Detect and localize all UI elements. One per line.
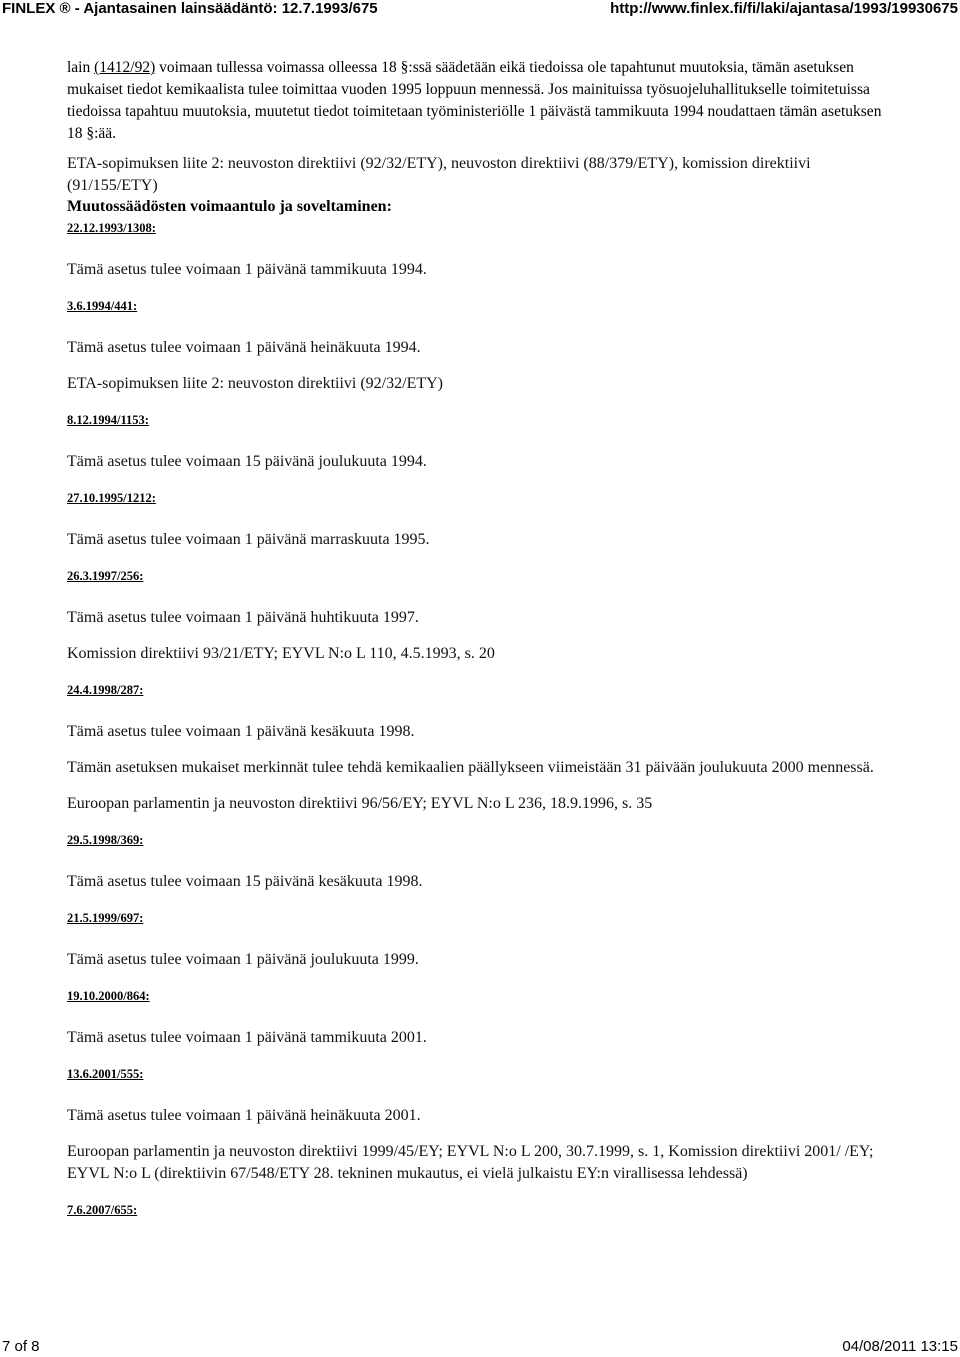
amendment-text: ETA-sopimuksen liite 2: neuvoston direktiivi (92/32/ETY) (67, 375, 443, 392)
law-link[interactable]: (1412/92) (94, 59, 156, 76)
amendment-text: Tämä asetus tulee voimaan 15 päivänä joulukuuta 1994. (67, 453, 427, 470)
amendment-date[interactable]: 24.4.1998/287: (67, 683, 144, 697)
amendment-date[interactable]: 8.12.1994/1153: (67, 413, 149, 427)
amendment-date[interactable]: 27.10.1995/1212: (67, 491, 156, 505)
amendment-text: Euroopan parlamentin ja neuvoston direktiivi 96/56/EY; EYVL N:o L 236, 18.9.1996, s. 35 (67, 795, 653, 812)
amendment-date[interactable]: 7.6.2007/655: (67, 1203, 138, 1217)
amendment-date[interactable]: 19.10.2000/864: (67, 989, 150, 1003)
amendment-date[interactable]: 26.3.1997/256: (67, 569, 144, 583)
document-body (67, 57, 897, 1219)
amendment-text: Komission direktiivi 93/21/ETY; EYVL N:o L 110, 4.5.1993, s. 20 (67, 645, 495, 662)
page-number: 7 of 8 (2, 1338, 40, 1355)
amendment-date[interactable]: 13.6.2001/555: (67, 1067, 144, 1081)
header-url[interactable]: http://www.finlex.fi/fi/laki/ajantasa/1993/19930675 (610, 0, 958, 17)
amendment-text: Tämän asetuksen mukaiset merkinnät tulee tehdä kemikaalien päällykseen viimeistään 31 päivään joulukuuta 2000 mennessä. (67, 759, 874, 776)
print-timestamp: 04/08/2011 13:15 (842, 1338, 958, 1355)
amendment-text: Tämä asetus tulee voimaan 1 päivänä joulukuuta 1999. (67, 951, 419, 968)
amendment-text: Tämä asetus tulee voimaan 1 päivänä tammikuuta 2001. (67, 1029, 427, 1046)
amendment-text: Tämä asetus tulee voimaan 1 päivänä tammikuuta 1994. (67, 261, 427, 278)
amendment-date[interactable]: 21.5.1999/697: (67, 911, 144, 925)
intro-paragraph (67, 57, 897, 145)
amendment-text: Tämä asetus tulee voimaan 1 päivänä marraskuuta 1995. (67, 531, 430, 548)
intro-text-suffix: voimaan tullessa voimassa olleessa 18 §:ssä säädetään eikä tiedoissa ole tapahtunut muutoksia, tämän asetuksen mukaiset tiedot kemikaalista tulee toimittaa vuoden 1995 loppuun mennessä. Jos mainituissa työsuojeluhallitukselle toimitetuissa tiedoissa tapahtuu muutoksia, muutetut tiedot toimitetaan työministeriölle 1 päivästä tammikuuta 1994 noudattaen tämän asetuksen 18 §:ää. (67, 59, 882, 142)
eta-paragraph: ETA-sopimuksen liite 2: neuvoston direktiivi (92/32/ETY), neuvoston direktiivi (88/379/ETY), komission direktiivi (91/155/ETY) (67, 155, 811, 194)
amendment-text: Tämä asetus tulee voimaan 1 päivänä heinäkuuta 2001. (67, 1107, 421, 1124)
page-header (0, 0, 960, 20)
amendments-list (67, 219, 897, 1219)
page-footer (0, 1338, 960, 1357)
intro-text-prefix: lain (67, 59, 95, 76)
amendment-text: Euroopan parlamentin ja neuvoston direktiivi 1999/45/EY; EYVL N:o L 200, 30.7.1999, s. 1, Komission direktiivi 2001/ /EY; EYVL N:o L (direktiivin 67/548/ETY 28. tekninen mukautus, ei vielä julkaistu EY:n virallisessa lehdessä) (67, 1143, 874, 1182)
amendment-text: Tämä asetus tulee voimaan 1 päivänä huhtikuuta 1997. (67, 609, 419, 626)
amendment-date[interactable]: 3.6.1994/441: (67, 299, 138, 313)
amendment-date[interactable]: 22.12.1993/1308: (67, 221, 156, 235)
header-title: FINLEX ® - Ajantasainen lainsäädäntö: 12.7.1993/675 (2, 0, 378, 17)
amendment-text: Tämä asetus tulee voimaan 15 päivänä kesäkuuta 1998. (67, 873, 423, 890)
amendment-text: Tämä asetus tulee voimaan 1 päivänä kesäkuuta 1998. (67, 723, 415, 740)
section-heading: Muutossäädösten voimaantulo ja soveltaminen: (67, 198, 392, 215)
amendment-text: Tämä asetus tulee voimaan 1 päivänä heinäkuuta 1994. (67, 339, 421, 356)
amendment-date[interactable]: 29.5.1998/369: (67, 833, 144, 847)
